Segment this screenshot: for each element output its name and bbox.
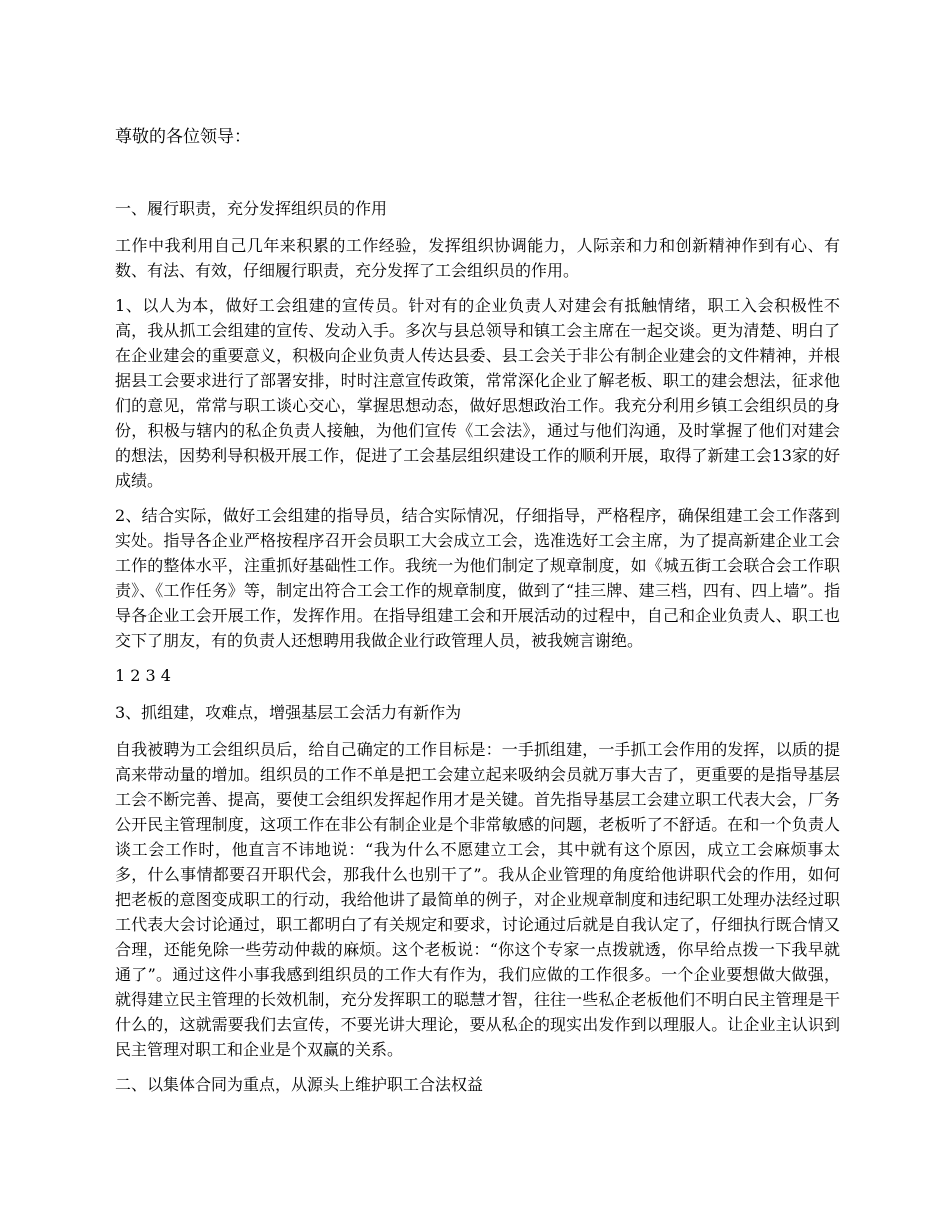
paragraph-intro: 工作中我利用自己几年来积累的工作经验，发挥组织协调能力，人际亲和力和创新精神作到有心、有数、有法、有效，仔细履行职责，充分发挥了工会组织员的作用。	[115, 236, 840, 280]
item-3-heading: 3、抓组建，攻难点，增强基层工会活力有新作为	[115, 703, 462, 722]
section-heading-1: 一、履行职责，充分发挥组织员的作用	[115, 199, 388, 218]
section-heading-2: 二、以集体合同为重点，从源头上维护职工合法权益	[115, 1075, 484, 1094]
greeting: 尊敬的各位领导：	[115, 127, 251, 147]
page-numbers: 1 2 3 4	[115, 666, 171, 685]
document-body	[115, 196, 840, 1109]
paragraph-item-3: 自我被聘为工会组织员后，给自己确定的工作目标是：一手抓组建，一手抓工会作用的发挥，以质的提高来带动量的增加。组织员的工作不单是把工会建立起来吸纳会员就万事大吉了，更重要的是指导基层工会不断完善、提高，要使工会组织发挥起作用才是关键。首先指导基层工会建立职工代表大会，厂务公开民主管理制度，这项工作在非公有制企业是个非常敏感的问题，老板听了不舒适。在和一个负责人谈工会工作时，他直言不讳地说：“我为什么不愿建立工会，其中就有这个原因，成立工会麻烦事太多，什么事情都要召开职代会，那我什么也别干了”。我从企业管理的角度给他讲职代会的作用，如何把老板的意图变成职工的行动，我给他讲了最简单的例子，对企业规章制度和违纪职工处理办法经过职工代表大会讨论通过，职工都明白了有关规定和要求，讨论通过后就是自我认定了，仔细执行既合情又合理，还能免除一些劳动仲裁的麻烦。这个老板说：“你这个专家一点拨就透，你早给点拨一下我早就通了”。通过这件小事我感到组织员的工作大有作为，我们应做的工作很多。一个企业要想做大做强，就得建立民主管理的长效机制，充分发挥职工的聪慧才智，往往一些私企老板他们不明白民主管理是干什么的，这就需要我们去宣传，不要光讲大理论，要从私企的现实出发作到以理服人。让企业主认识到民主管理对职工和企业是个双赢的关系。	[115, 740, 840, 1059]
paragraph-item-2: 2、结合实际，做好工会组建的指导员，结合实际情况，仔细指导，严格程序，确保组建工会工作落到实处。指导各企业严格按程序召开会员职工大会成立工会，选准选好工会主席，为了提高新建企业工会工作的整体水平，注重抓好基础性工作。我统一为他们制定了规章制度，如《城五街工会联合会工作职责》、《工作任务》等，制定出符合工会工作的规章制度，做到了“挂三牌、建三档，四有、四上墙”。指导各企业工会开展工作，发挥作用。在指导组建工会和开展活动的过程中，自己和企业负责人、职工也交下了朋友，有的负责人还想聘用我做企业行政管理人员，被我婉言谢绝。	[115, 506, 840, 650]
paragraph-item-1: 1、以人为本，做好工会组建的宣传员。针对有的企业负责人对建会有抵触情绪，职工入会积极性不高，我从抓工会组建的宣传、发动入手。多次与县总领导和镇工会主席在一起交谈。更为清楚、明白了在企业建会的重要意义，积极向企业负责人传达县委、县工会关于非公有制企业建会的文件精神，并根据县工会要求进行了部署安排，时时注意宣传政策，常常深化企业了解老板、职工的建会想法，征求他们的意见，常常与职工谈心交心，掌握思想动态，做好思想政治工作。我充分利用乡镇工会组织员的身份，积极与辖内的私企负责人接触，为他们宣传《工会法》，通过与他们沟通，及时掌握了他们对建会的想法，因势利导积极开展工作，促进了工会基层组织建设工作的顺利开展，取得了新建工会13家的好成绩。	[115, 296, 840, 490]
